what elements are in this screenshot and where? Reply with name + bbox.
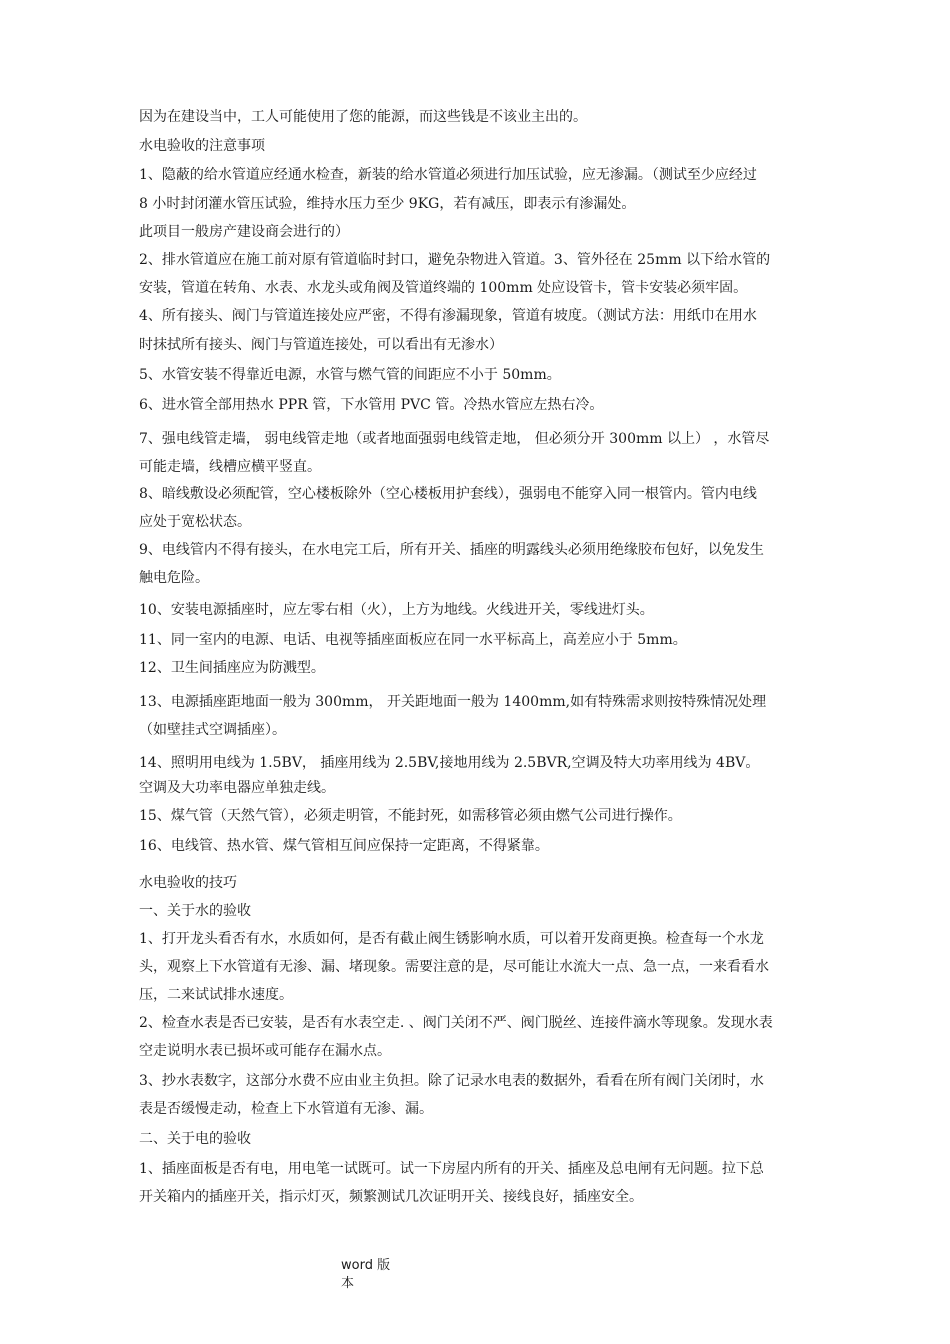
text-line: 应处于宽松状态。 [139, 514, 251, 530]
text-line: 8、暗线敷设必须配管，空心楼板除外（空心楼板用护套线），强弱电不能穿入同一根管内。管内电线 [139, 486, 757, 502]
text-line: 表是否缓慢走动，检查上下水管道有无渗、漏。 [139, 1101, 433, 1117]
text-line: 头，观察上下水管道有无渗、漏、堵现象。需要注意的是，尽可能让水流大一点、急一点，一来看看水 [139, 959, 769, 975]
text-line: 1、隐蔽的给水管道应经通水检查，新装的给水管道必须进行加压试验，应无渗漏。（测试至少应经过 [139, 167, 757, 183]
text-line: 13、电源插座距地面一般为 300mm， 开关距地面一般为 1400mm,如有特殊需求则按特殊情况处理 [139, 694, 767, 710]
subsection-heading: 一、关于水的验收 [139, 903, 251, 919]
text-line: 11、同一室内的电源、电话、电视等插座面板应在同一水平标高上，高差应小于 5mm。 [139, 632, 687, 648]
text-line: 6、进水管全部用热水 PPR 管，下水管用 PVC 管。冷热水管应左热右冷。 [139, 397, 604, 413]
section-heading: 水电验收的技巧 [139, 875, 237, 891]
section-heading: 水电验收的注意事项 [139, 138, 265, 154]
text-line: 7、强电线管走墙， 弱电线管走地（或者地面强弱电线管走地， 但必须分开 300mm 以上） ，水管尽 [139, 431, 770, 447]
text-line: 时抹拭所有接头、阀门与管道连接处，可以看出有无渗水） [139, 337, 503, 353]
text-line: 2、检查水表是否已安装，是否有水表空走. 、阀门关闭不严、阀门脱丝、连接件滴水等现象。发现水表 [139, 1015, 773, 1031]
text-line: 可能走墙，线槽应横平竖直。 [139, 459, 321, 475]
subsection-heading: 二、关于电的验收 [139, 1131, 251, 1147]
text-line: 10、安装电源插座时，应左零右相（火），上方为地线。火线进开关，零线进灯头。 [139, 602, 654, 618]
text-line: 1、插座面板是否有电，用电笔一试既可。试一下房屋内所有的开关、插座及总电闸有无问题。拉下总 [139, 1161, 764, 1177]
text-line: 因为在建设当中，工人可能使用了您的能源，而这些钱是不该业主出的。 [139, 109, 587, 125]
text-line: 3、抄水表数字，这部分水费不应由业主负担。除了记录水电表的数据外，看看在所有阀门关闭时，水 [139, 1073, 764, 1089]
text-line: 开关箱内的插座开关，指示灯灭，频繁测试几次证明开关、接线良好，插座安全。 [139, 1189, 643, 1205]
text-line: 此项目一般房产建设商会进行的） [139, 224, 349, 240]
text-line: 5、水管安装不得靠近电源，水管与燃气管的间距应不小于 50mm。 [139, 367, 561, 383]
text-line: 压，二来试试排水速度。 [139, 987, 293, 1003]
text-line: 14、照明用电线为 1.5BV， 插座用线为 2.5BV,接地用线为 2.5BVR,空调及特大功率用线为 4BV。 [139, 755, 760, 771]
text-line: 触电危险。 [139, 570, 209, 586]
text-line: 12、卫生间插座应为防溅型。 [139, 660, 325, 676]
text-line: 空走说明水表已损坏或可能存在漏水点。 [139, 1043, 391, 1059]
text-line: 2、排水管道应在施工前对原有管道临时封口，避免杂物进入管道。3、管外径在 25mm 以下给水管的 [139, 252, 771, 268]
text-line: 9、电线管内不得有接头，在水电完工后，所有开关、插座的明露线头必须用绝缘胶布包好，以免发生 [139, 542, 764, 558]
text-line: 1、打开龙头看否有水，水质如何，是否有截止阀生锈影响水质，可以着开发商更换。检查每一个水龙 [139, 931, 764, 947]
text-line: 空调及大功率电器应单独走线。 [139, 780, 335, 796]
text-line: 16、电线管、热水管、煤气管相互间应保持一定距离，不得紧靠。 [139, 838, 549, 854]
text-line: （如壁挂式空调插座）。 [139, 722, 286, 738]
footer-label: word 版 [341, 1258, 391, 1273]
text-line: 8 小时封闭灌水管压试验，维持水压力至少 9KG，若有减压，即表示有渗漏处。 [139, 196, 636, 212]
text-line: 15、煤气管（天然气管），必须走明管，不能封死，如需移管必须由燃气公司进行操作。 [139, 808, 682, 824]
text-line: 安装，管道在转角、水表、水龙头或角阀及管道终端的 100mm 处应设管卡，管卡安装必须牢固。 [139, 280, 748, 296]
footer-label-continued: 本 [341, 1276, 355, 1291]
text-line: 4、所有接头、阀门与管道连接处应严密，不得有渗漏现象，管道有坡度。（测试方法：用纸巾在用水 [139, 308, 757, 324]
